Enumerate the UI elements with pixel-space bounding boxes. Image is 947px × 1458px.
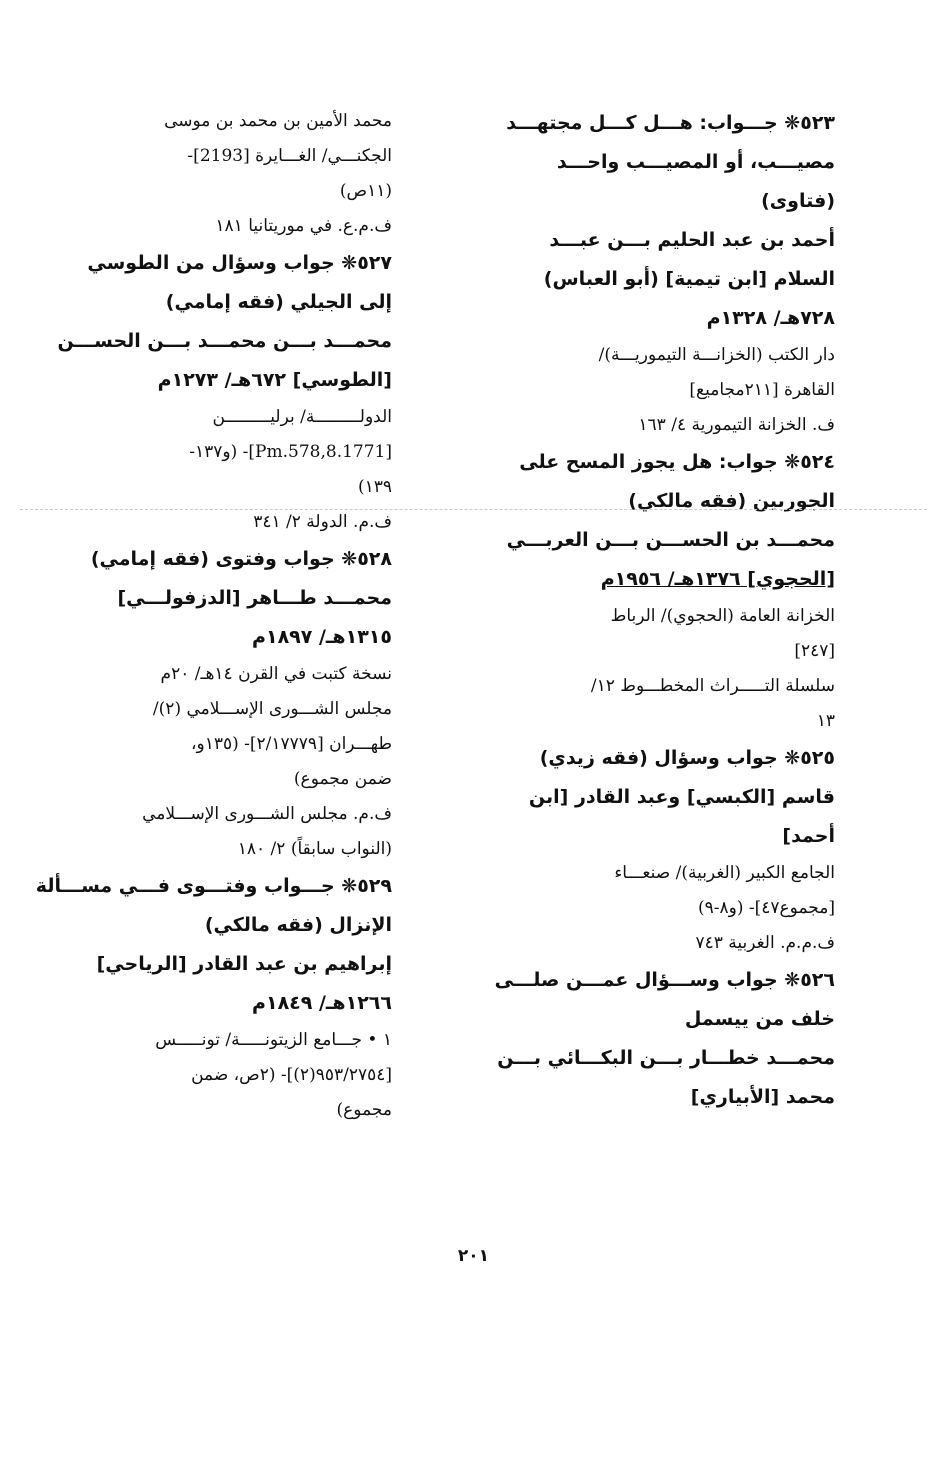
text-line: ف.م.م. الغربية ٧٤٣	[695, 933, 835, 953]
text-line: ضمن مجموع)	[293, 769, 392, 789]
text-line: محمـــد بن الحســـن بـــن العربـــي	[506, 529, 835, 551]
text-line: ٥٢٦❋ جواب وســـؤال عمـــن صلـــى	[494, 969, 835, 991]
text-line: القاهرة [٢١١مجاميع]	[689, 380, 835, 400]
text-line: ف.م.ع. في موريتانيا ١٨١	[215, 216, 392, 236]
text-line: الدولـــــــــة/ برليـــــــــن	[212, 407, 392, 427]
text-line: إلى الجيلي (فقه إمامي)	[165, 291, 392, 313]
text-line: الإنزال (فقه مالكي)	[204, 914, 392, 936]
text-line: ٥٢٩❋ جـــواب وفتـــوى فـــي مســـألة	[35, 875, 392, 897]
text-line: محمـــد طـــاهر [الدزفولـــي]	[117, 587, 392, 609]
text-line: مصيـــب، أو المصيـــب واحـــد	[556, 151, 835, 173]
text-line: (فتاوى)	[761, 190, 835, 212]
text-line: [الطوسي] ٦٧٢هـ/ ١٢٧٣م	[157, 369, 392, 391]
text-line: نسخة كتبت في القرن ١٤هـ/ ٢٠م	[160, 664, 392, 684]
text-line: الجامع الكبير (الغربية)/ صنعـــاء	[614, 863, 835, 883]
text-line: السلام [ابن تيمية] (أبو العباس)	[543, 268, 835, 290]
text-line: أحمد]	[782, 825, 835, 847]
text-line: الجوربين (فقه مالكي)	[628, 490, 835, 512]
text-line: [٩٥٣/٢٧٥٤(٢)]- (٢ص، ضمن	[191, 1065, 392, 1085]
text-line: ٥٢٥❋ جواب وسؤال (فقه زيدي)	[539, 747, 835, 769]
text-line: سلسلة التـــــراث المخطـــوط ١٢/	[590, 676, 835, 696]
text-line: قاسم [الكبسي] وعبد القادر [ابن	[528, 786, 835, 808]
text-line: ٥٢٤❋ جواب: هل يجوز المسح على	[519, 451, 835, 473]
text-line: (١١ص)	[339, 181, 392, 201]
text-line: خلف من ييسمل	[684, 1008, 835, 1030]
text-line: ١٢٦٦هـ/ ١٨٤٩م	[252, 992, 392, 1014]
text-line: ١ • جـــامع الزيتونـــــة/ تونـــــس	[155, 1030, 392, 1050]
text-line: دار الكتب (الخزانـــة التيموريـــة)/	[598, 345, 835, 365]
text-line: ٥٢٧❋ جواب وسؤال من الطوسي	[87, 252, 392, 274]
text-line: ١٣٩)	[357, 477, 392, 497]
text-line: الخزانة العامة (الحجوي)/ الرباط	[610, 606, 835, 626]
text-line: محمد الأمين بن محمد بن موسى	[164, 111, 392, 131]
text-line: محمـــد بـــن محمـــد بـــن الحســـن	[57, 330, 392, 352]
text-line: مجلس الشـــورى الإســـلامي (٢)/	[152, 699, 392, 719]
text-line: (النواب سابقاً) ٢/ ١٨٠	[237, 839, 392, 859]
text-line: ف. الخزانة التيمورية ٤/ ١٦٣	[638, 415, 835, 435]
text-line: [الحجوي] ١٣٧٦هـ/ ١٩٥٦م	[600, 568, 835, 590]
scan-divider	[20, 509, 927, 510]
text-line: [مجموع٤٧]- (و٨-٩)	[697, 898, 835, 918]
text-line: ١٣	[816, 711, 835, 731]
text-line: ١٣١٥هـ/ ١٨٩٧م	[252, 626, 392, 648]
text-line: ف.م. مجلس الشـــورى الإســـلامي	[142, 804, 392, 824]
text-line: طهـــران [٢/١٧٧٧٩]- (١٣٥و،	[191, 734, 392, 754]
text-line: مجموع)	[336, 1100, 392, 1120]
text-line: أحمد بن عبد الحليم بـــن عبـــد	[549, 229, 835, 251]
text-line: [1771.Pm.578,8]- (و١٣٧-	[189, 442, 392, 462]
text-line: إبراهيم بن عبد القادر [الرياحي]	[96, 953, 392, 975]
text-line: [٢٤٧]	[794, 641, 835, 661]
text-line: الجكنـــي/ الغـــايرة [2193]-	[187, 146, 392, 166]
text-line: محمـــد خطـــار بـــن البكـــائي بـــن	[497, 1047, 835, 1069]
text-line: ٥٢٣❋ جـــواب: هـــل كـــل مجتهـــد	[506, 112, 835, 134]
right-column	[494, 104, 835, 1117]
text-line: محمد [الأبياري]	[690, 1086, 835, 1108]
page-number: ٢٠١	[457, 1246, 490, 1266]
left-column	[35, 104, 392, 1128]
text-line: ٥٢٨❋ جواب وفتوى (فقه إمامي)	[90, 548, 392, 570]
text-line: ف.م. الدولة ٢/ ٣٤١	[253, 512, 392, 532]
text-line: ٧٢٨هـ/ ١٣٢٨م	[706, 307, 835, 329]
